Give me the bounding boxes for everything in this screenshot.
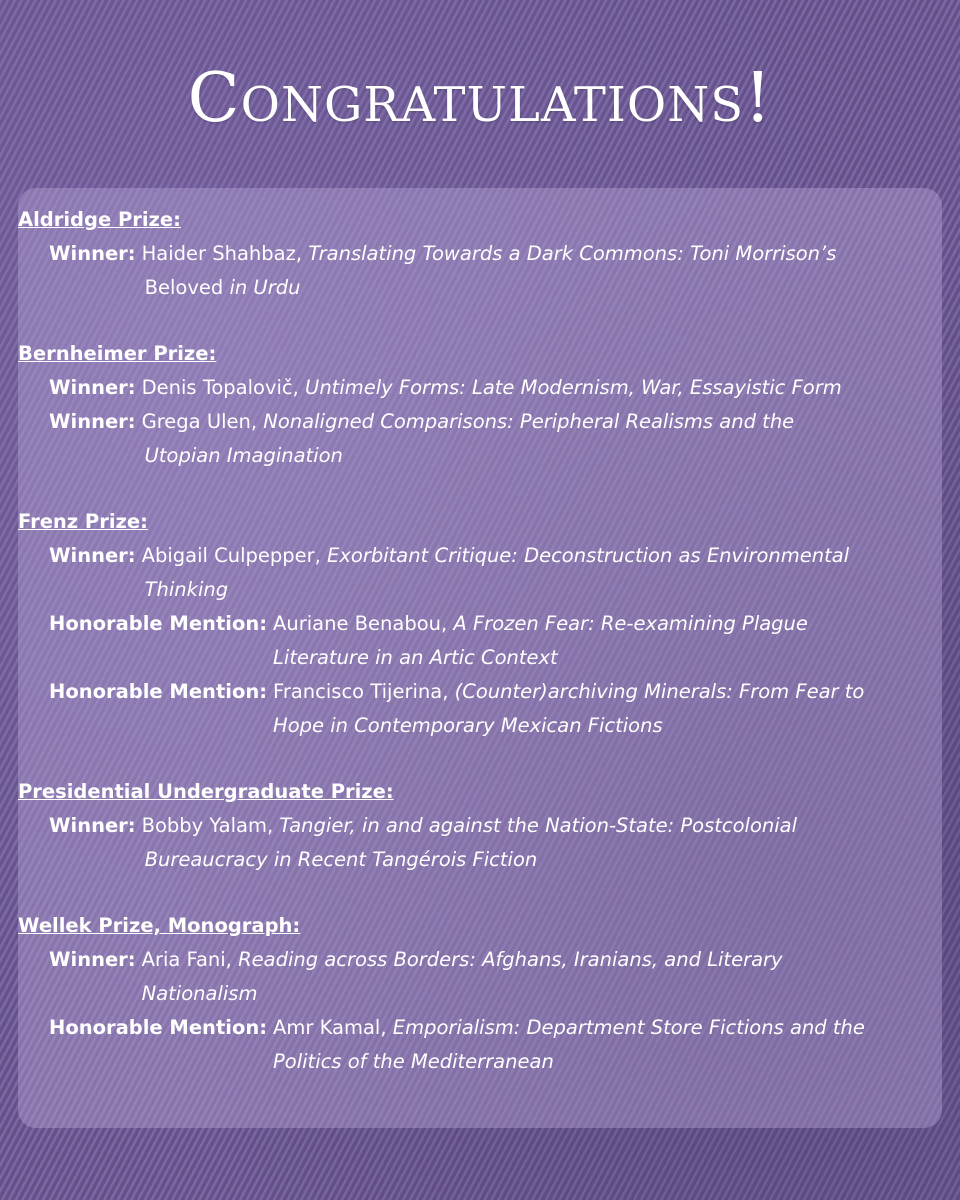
entry-text xyxy=(136,539,948,607)
entry-title-cont: Literature in an Artic Context xyxy=(273,646,558,669)
entry-text xyxy=(267,675,948,743)
prize-entry xyxy=(18,675,948,743)
entry-title-cont: Politics of the Mediterranean xyxy=(273,1050,554,1073)
entry-label: Winner: xyxy=(49,376,136,399)
entry-author: Grega Ulen, xyxy=(141,410,258,433)
entry-text xyxy=(136,943,948,1011)
entry-author: Auriane Benabou, xyxy=(273,612,448,635)
entry-text xyxy=(136,237,948,305)
entry-label: Winner: xyxy=(49,410,136,433)
prize-heading: Wellek Prize, Monograph: xyxy=(18,914,301,937)
prize-entry xyxy=(18,237,948,305)
entry-text xyxy=(267,1011,948,1079)
entry-author: Aria Fani, xyxy=(141,948,232,971)
entry-title-cont: Nationalism xyxy=(141,982,258,1005)
entry-title: Nonaligned Comparisons: Peripheral Realisms and the xyxy=(263,410,795,433)
entry-title-cont: Utopian Imagination xyxy=(144,444,343,467)
entry-label: Winner: xyxy=(49,948,136,971)
entry-label: Honorable Mention: xyxy=(49,680,268,703)
entry-label: Winner: xyxy=(49,544,136,567)
entry-title: (Counter)archiving Minerals: From Fear to xyxy=(454,680,865,703)
entry-author: Denis Topalovič, xyxy=(141,376,299,399)
entry-author: Abigail Culpepper, xyxy=(141,544,321,567)
entry-text xyxy=(267,607,948,675)
entry-label: Winner: xyxy=(49,242,136,265)
entry-title-cont: Bureaucracy in Recent Tangérois Fiction xyxy=(144,848,538,871)
entry-author: Bobby Yalam, xyxy=(141,814,274,837)
prize-entry xyxy=(18,809,948,877)
entry-title: Reading across Borders: Afghans, Iranians, and Literary xyxy=(238,948,783,971)
prize-heading: Aldridge Prize: xyxy=(18,208,181,231)
entry-title: A Frozen Fear: Re-examining Plague xyxy=(453,612,808,635)
entry-label: Honorable Mention: xyxy=(49,612,268,635)
entry-author: Francisco Tijerina, xyxy=(273,680,449,703)
entry-title-cont: in Urdu xyxy=(223,276,301,299)
prize-heading: Frenz Prize: xyxy=(18,510,148,533)
page-title: Congratulations! xyxy=(187,59,773,138)
entry-author: Amr Kamal, xyxy=(273,1016,387,1039)
entry-text xyxy=(136,809,948,877)
prize-entry xyxy=(18,371,948,405)
prize-list xyxy=(18,203,948,1079)
entry-text xyxy=(136,371,948,405)
entry-title-plain: Beloved xyxy=(144,276,224,299)
entry-label: Winner: xyxy=(49,814,136,837)
prize-entry xyxy=(18,405,948,473)
entry-title: Tangier, in and against the Nation-State: Postcolonial xyxy=(279,814,798,837)
entry-author: Haider Shahbaz, xyxy=(141,242,303,265)
entry-title: Untimely Forms: Late Modernism, War, Essayistic Form xyxy=(305,376,842,399)
entry-title: Exorbitant Critique: Deconstruction as Environmental xyxy=(327,544,850,567)
entry-title-cont: Hope in Contemporary Mexican Fictions xyxy=(273,714,663,737)
entry-title: Translating Towards a Dark Commons: Toni Morrison’s xyxy=(308,242,837,265)
prize-heading: Presidential Undergraduate Prize: xyxy=(18,780,394,803)
entry-text xyxy=(136,405,948,473)
entry-title: Emporialism: Department Store Fictions and the xyxy=(392,1016,865,1039)
prize-entry xyxy=(18,607,948,675)
prize-entry xyxy=(18,539,948,607)
entry-label: Honorable Mention: xyxy=(49,1016,268,1039)
prize-entry xyxy=(18,943,948,1011)
prize-entry xyxy=(18,1011,948,1079)
prize-heading: Bernheimer Prize: xyxy=(18,342,217,365)
entry-title-cont: Thinking xyxy=(144,578,229,601)
